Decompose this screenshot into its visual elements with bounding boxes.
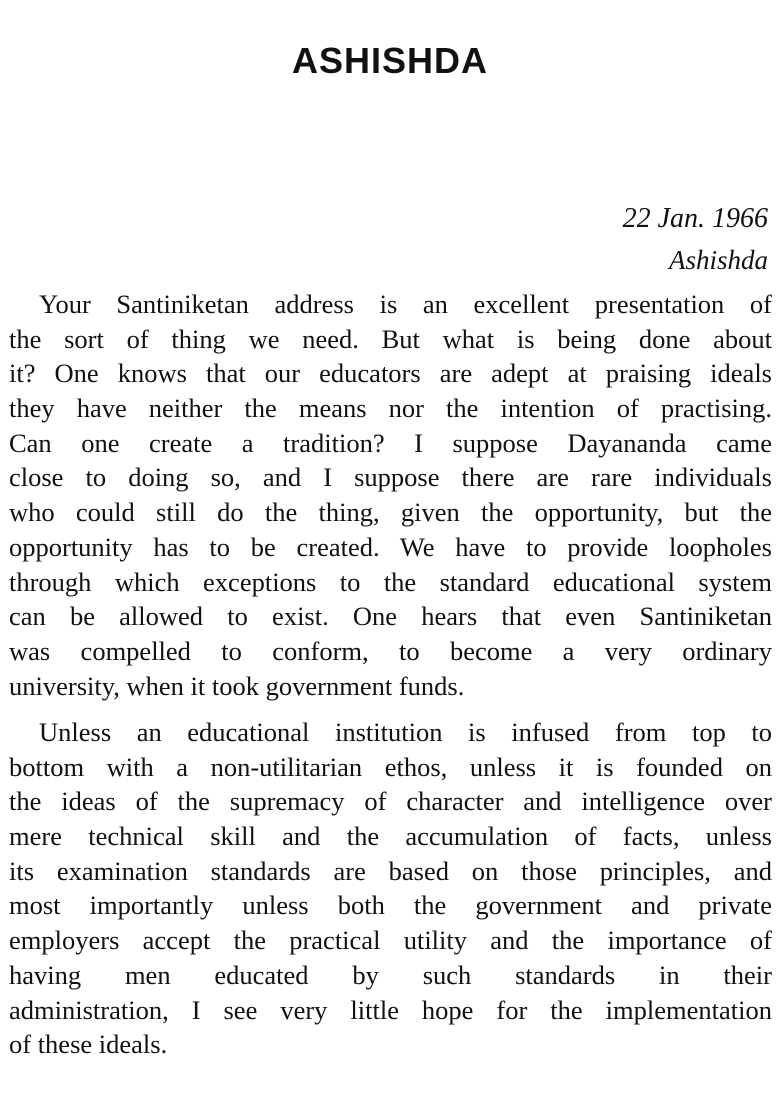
paragraph-1: [9, 287, 772, 703]
text-line: mere technical skill and the accumulation of facts, unless: [9, 821, 772, 852]
text-line: of these ideals.: [9, 1029, 168, 1060]
page-title: ASHISHDA: [291, 40, 488, 81]
text-line: can be allowed to exist. One hears that even Santiniketan: [9, 601, 772, 632]
letter-date: 22 Jan. 1966: [622, 203, 768, 234]
text-line: its examination standards are based on those principles, and: [9, 855, 772, 886]
text-line: Your Santiniketan address is an excellent presentation of: [39, 289, 772, 319]
text-line: Can one create a tradition? I suppose Dayananda came: [9, 427, 772, 458]
text-line: bottom with a non-utilitarian ethos, unless it is founded on: [9, 751, 772, 782]
text-line: opportunity has to be created. We have to provide loopholes: [9, 531, 772, 562]
text-line: through which exceptions to the standard educational system: [9, 566, 772, 597]
paragraph-2: [9, 715, 772, 1062]
text-line: it? One knows that our educators are adept at praising ideals: [9, 358, 772, 389]
text-line: employers accept the practical utility and the importance of: [9, 925, 772, 956]
text-line: university, when it took government funds.: [9, 670, 465, 701]
text-line: close to doing so, and I suppose there are rare individuals: [9, 462, 772, 493]
text-line: administration, I see very little hope for the implementation: [9, 994, 772, 1025]
text-line: they have neither the means nor the intention of practising.: [9, 393, 772, 424]
text-line: was compelled to conform, to become a very ordinary: [9, 635, 772, 666]
text-line: having men educated by such standards in their: [9, 959, 772, 990]
text-line: who could still do the thing, given the opportunity, but the: [9, 497, 772, 528]
letter-salutation: Ashishda: [668, 245, 768, 275]
text-line: the ideas of the supremacy of character and intelligence over: [9, 786, 772, 817]
text-line: the sort of thing we need. But what is being done about: [9, 323, 772, 354]
text-line: most importantly unless both the government and private: [9, 890, 772, 921]
text-line: Unless an educational institution is infused from top to: [39, 717, 772, 747]
